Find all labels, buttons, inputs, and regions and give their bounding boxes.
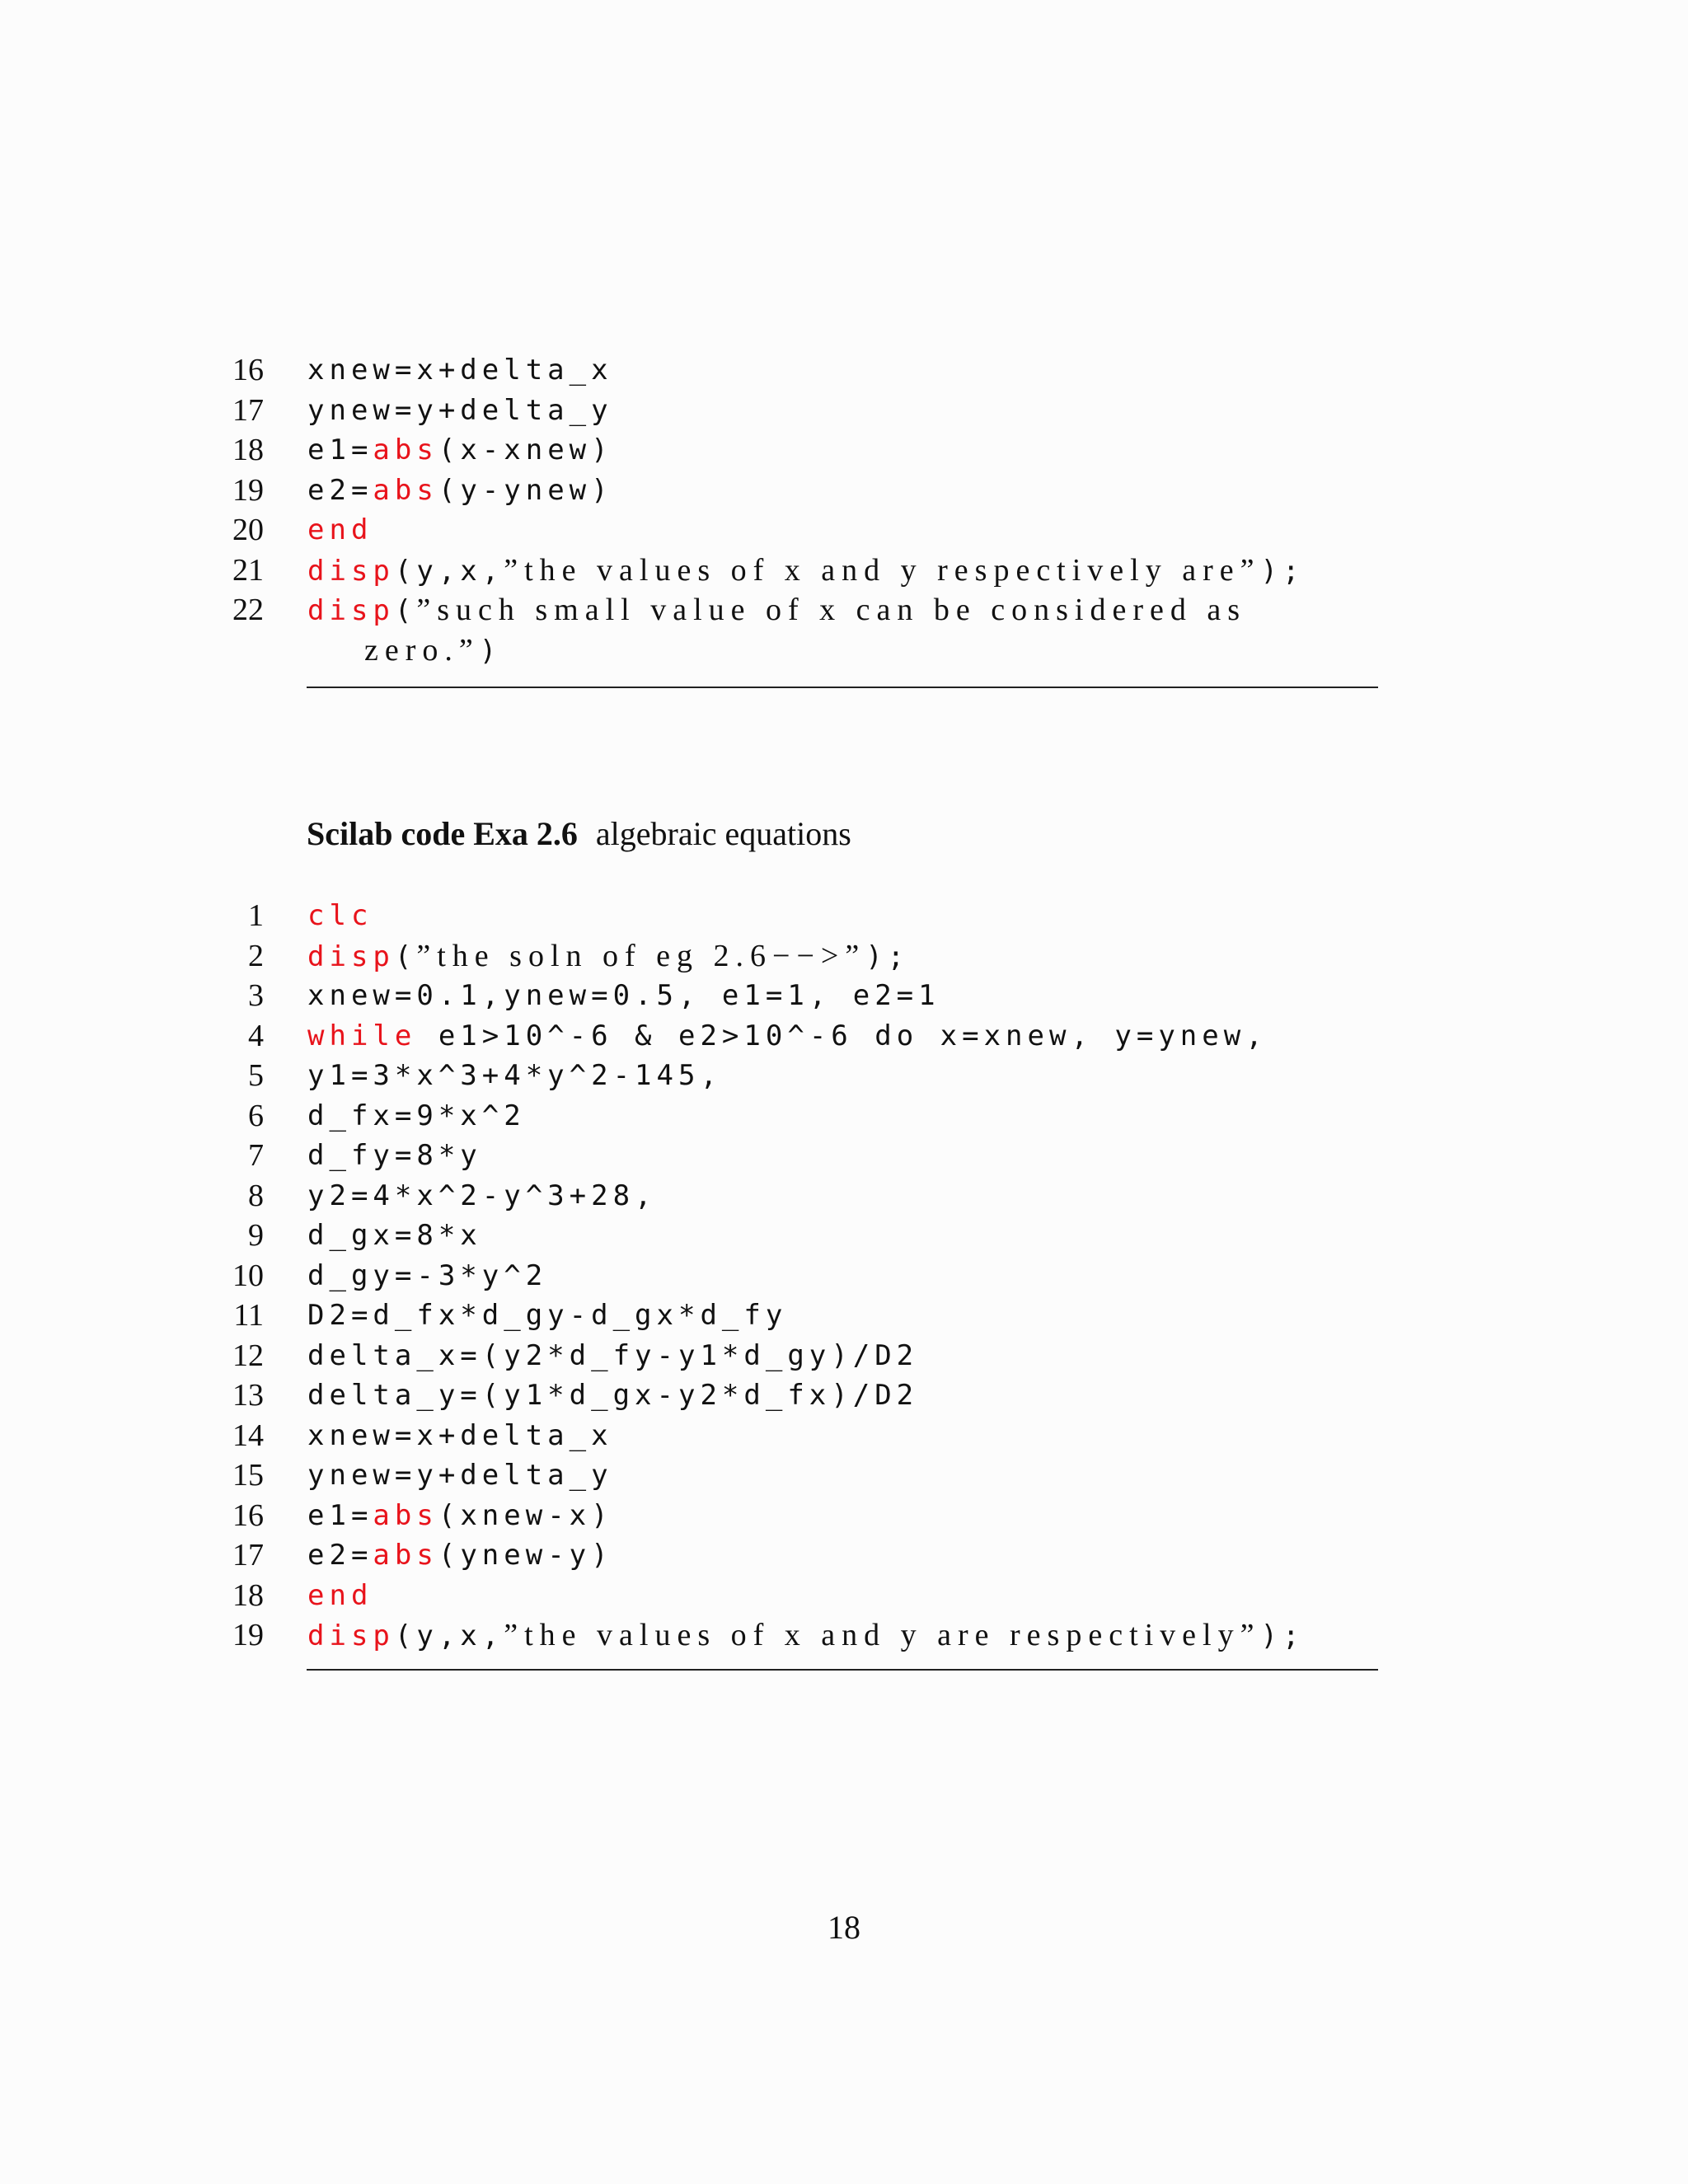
keyword-token: clc: [307, 899, 373, 932]
listing-end-rule: [307, 1669, 1378, 1671]
line-number: 18: [232, 433, 264, 467]
line-number: 4: [248, 1018, 264, 1053]
code-text: [364, 630, 501, 671]
code-token: d_fx=9*x^2: [307, 1099, 526, 1132]
code-token: e1=: [307, 434, 373, 466]
code-token: (x-xnew): [438, 434, 613, 466]
code-listing-exa-2-6: [231, 896, 1376, 1656]
code-token: delta_x=(y2*d_fy-y1*d_gy)/D2: [307, 1338, 919, 1372]
code-token: xnew=x+delta_x: [307, 354, 613, 387]
line-number: 9: [248, 1218, 264, 1253]
line-number: 6: [248, 1098, 264, 1133]
code-line: [231, 1496, 1376, 1536]
code-line: [231, 1096, 1376, 1137]
code-text: [307, 936, 909, 977]
code-token: d_fy=8*y: [307, 1139, 482, 1172]
line-number: 12: [232, 1338, 264, 1373]
code-text: [307, 1455, 613, 1495]
code-text: [307, 1296, 787, 1335]
code-token: );: [865, 940, 910, 973]
code-text: [307, 1136, 482, 1175]
code-line: [231, 1136, 1376, 1176]
code-token: ynew=y+delta_y: [307, 1459, 613, 1492]
code-token: D2=d_fx*d_gy-d_gx*d_fy: [307, 1299, 788, 1332]
keyword-token: end: [307, 513, 373, 546]
code-line: [231, 510, 1376, 551]
code-text: [307, 590, 1246, 630]
keyword-token: disp: [307, 554, 395, 588]
line-number: 20: [232, 513, 264, 547]
code-text: [307, 1576, 373, 1615]
line-number: 17: [232, 1538, 264, 1572]
code-text: [307, 430, 613, 470]
string-token: ”the soln of eg 2.6−−>”: [416, 938, 866, 973]
code-line: [231, 1056, 1376, 1096]
code-token: (: [394, 594, 417, 627]
code-text: [307, 510, 373, 550]
line-number: 19: [232, 1618, 264, 1652]
code-line: [231, 630, 1376, 671]
code-line: [231, 590, 1376, 630]
keyword-token: disp: [307, 940, 395, 973]
code-token: ynew=y+delta_y: [307, 393, 613, 427]
keyword-token: abs: [373, 473, 438, 507]
keyword-token: abs: [373, 434, 438, 466]
code-text: [307, 896, 373, 935]
line-number: 1: [248, 898, 264, 933]
code-line: [231, 1336, 1376, 1376]
code-text: [307, 350, 613, 390]
line-number: 21: [232, 552, 264, 588]
code-text: [307, 1056, 722, 1095]
line-number: 18: [232, 1577, 264, 1613]
code-token: xnew=x+delta_x: [307, 1418, 613, 1452]
code-token: e2=: [307, 473, 373, 507]
line-number: 14: [232, 1418, 264, 1453]
listing-caption: [307, 814, 851, 853]
code-token: ): [479, 634, 502, 668]
page-number: 18: [828, 1909, 860, 1946]
code-line: [231, 976, 1376, 1016]
code-text: [307, 1176, 657, 1216]
code-token: e1>10^-6 & e2>10^-6 do x=xnew, y=ynew,: [416, 1019, 1268, 1052]
code-token: delta_y=(y1*d_gx-y2*d_fx)/D2: [307, 1379, 919, 1412]
code-token: d_gy=-3*y^2: [307, 1258, 548, 1292]
code-text: [307, 551, 1304, 591]
code-line: [231, 1176, 1376, 1216]
code-text: [307, 1256, 547, 1296]
code-text: [307, 976, 940, 1015]
code-token: d_gx=8*x: [307, 1219, 482, 1252]
code-line: [231, 1376, 1376, 1416]
code-line: [231, 1576, 1376, 1616]
line-number: 16: [232, 1497, 264, 1533]
code-line: [231, 1216, 1376, 1256]
caption-label: Scilab code Exa 2.6: [307, 815, 578, 852]
code-token: (y,x,: [394, 1619, 504, 1652]
code-token: (y-ynew): [438, 473, 613, 507]
line-number: 5: [248, 1058, 264, 1093]
line-number: 11: [233, 1298, 264, 1333]
line-number: 19: [232, 472, 264, 508]
code-token: );: [1260, 1619, 1305, 1652]
code-token: xnew=0.1,ynew=0.5, e1=1, e2=1: [307, 979, 940, 1012]
code-listing-continued: [231, 350, 1376, 670]
code-text: [307, 1615, 1304, 1656]
code-token: e1=: [307, 1498, 373, 1532]
code-text: [307, 391, 613, 430]
code-line: [231, 391, 1376, 431]
string-token: ”such small value of x can be considered as: [416, 593, 1247, 627]
listing-end-rule: [307, 687, 1378, 688]
keyword-token: end: [307, 1578, 373, 1612]
code-text: [307, 471, 613, 510]
code-token: y1=3*x^3+4*y^2-145,: [307, 1059, 722, 1092]
code-line: [231, 1455, 1376, 1496]
string-token: zero.”: [364, 632, 480, 668]
keyword-token: disp: [307, 1619, 395, 1652]
code-line: [231, 430, 1376, 471]
line-number: 3: [248, 978, 264, 1013]
code-text: [307, 1216, 482, 1255]
code-line: [231, 1615, 1376, 1656]
line-number: 2: [248, 938, 264, 973]
code-line: [231, 936, 1376, 977]
code-text: [307, 1535, 613, 1575]
code-text: [307, 1416, 613, 1455]
code-line: [231, 896, 1376, 936]
code-token: y2=4*x^2-y^3+28,: [307, 1179, 657, 1212]
code-token: (y,x,: [394, 554, 504, 588]
line-number: 7: [248, 1138, 264, 1173]
code-line: [231, 1016, 1376, 1057]
string-token: ”the values of x and y respectively are”: [504, 552, 1261, 588]
code-text: [307, 1096, 526, 1136]
line-number: 13: [232, 1378, 264, 1413]
code-line: [231, 1256, 1376, 1296]
code-token: (ynew-y): [438, 1539, 613, 1572]
code-line: [231, 1416, 1376, 1456]
code-line: [231, 471, 1376, 511]
line-number: 17: [232, 392, 264, 428]
code-token: e2=: [307, 1539, 373, 1572]
code-token: (xnew-x): [438, 1498, 613, 1532]
line-number: 16: [232, 353, 264, 387]
code-token: (: [394, 940, 417, 973]
string-token: ”the values of x and y are respectively”: [504, 1618, 1261, 1652]
keyword-token: while: [307, 1019, 417, 1052]
code-text: [307, 1496, 613, 1535]
keyword-token: abs: [373, 1498, 438, 1532]
code-text: [307, 1336, 918, 1376]
keyword-token: disp: [307, 594, 395, 627]
code-line: [231, 1296, 1376, 1336]
code-token: );: [1260, 554, 1305, 588]
code-text: [307, 1376, 918, 1415]
caption-text: algebraic equations: [595, 815, 851, 852]
keyword-token: abs: [373, 1539, 438, 1572]
line-number: 10: [232, 1258, 264, 1293]
line-number: 15: [232, 1458, 264, 1493]
line-number: 22: [232, 593, 264, 627]
line-number: 8: [248, 1178, 264, 1213]
code-line: [231, 350, 1376, 391]
code-text: [307, 1016, 1268, 1056]
code-line: [231, 1535, 1376, 1576]
code-line: [231, 551, 1376, 591]
